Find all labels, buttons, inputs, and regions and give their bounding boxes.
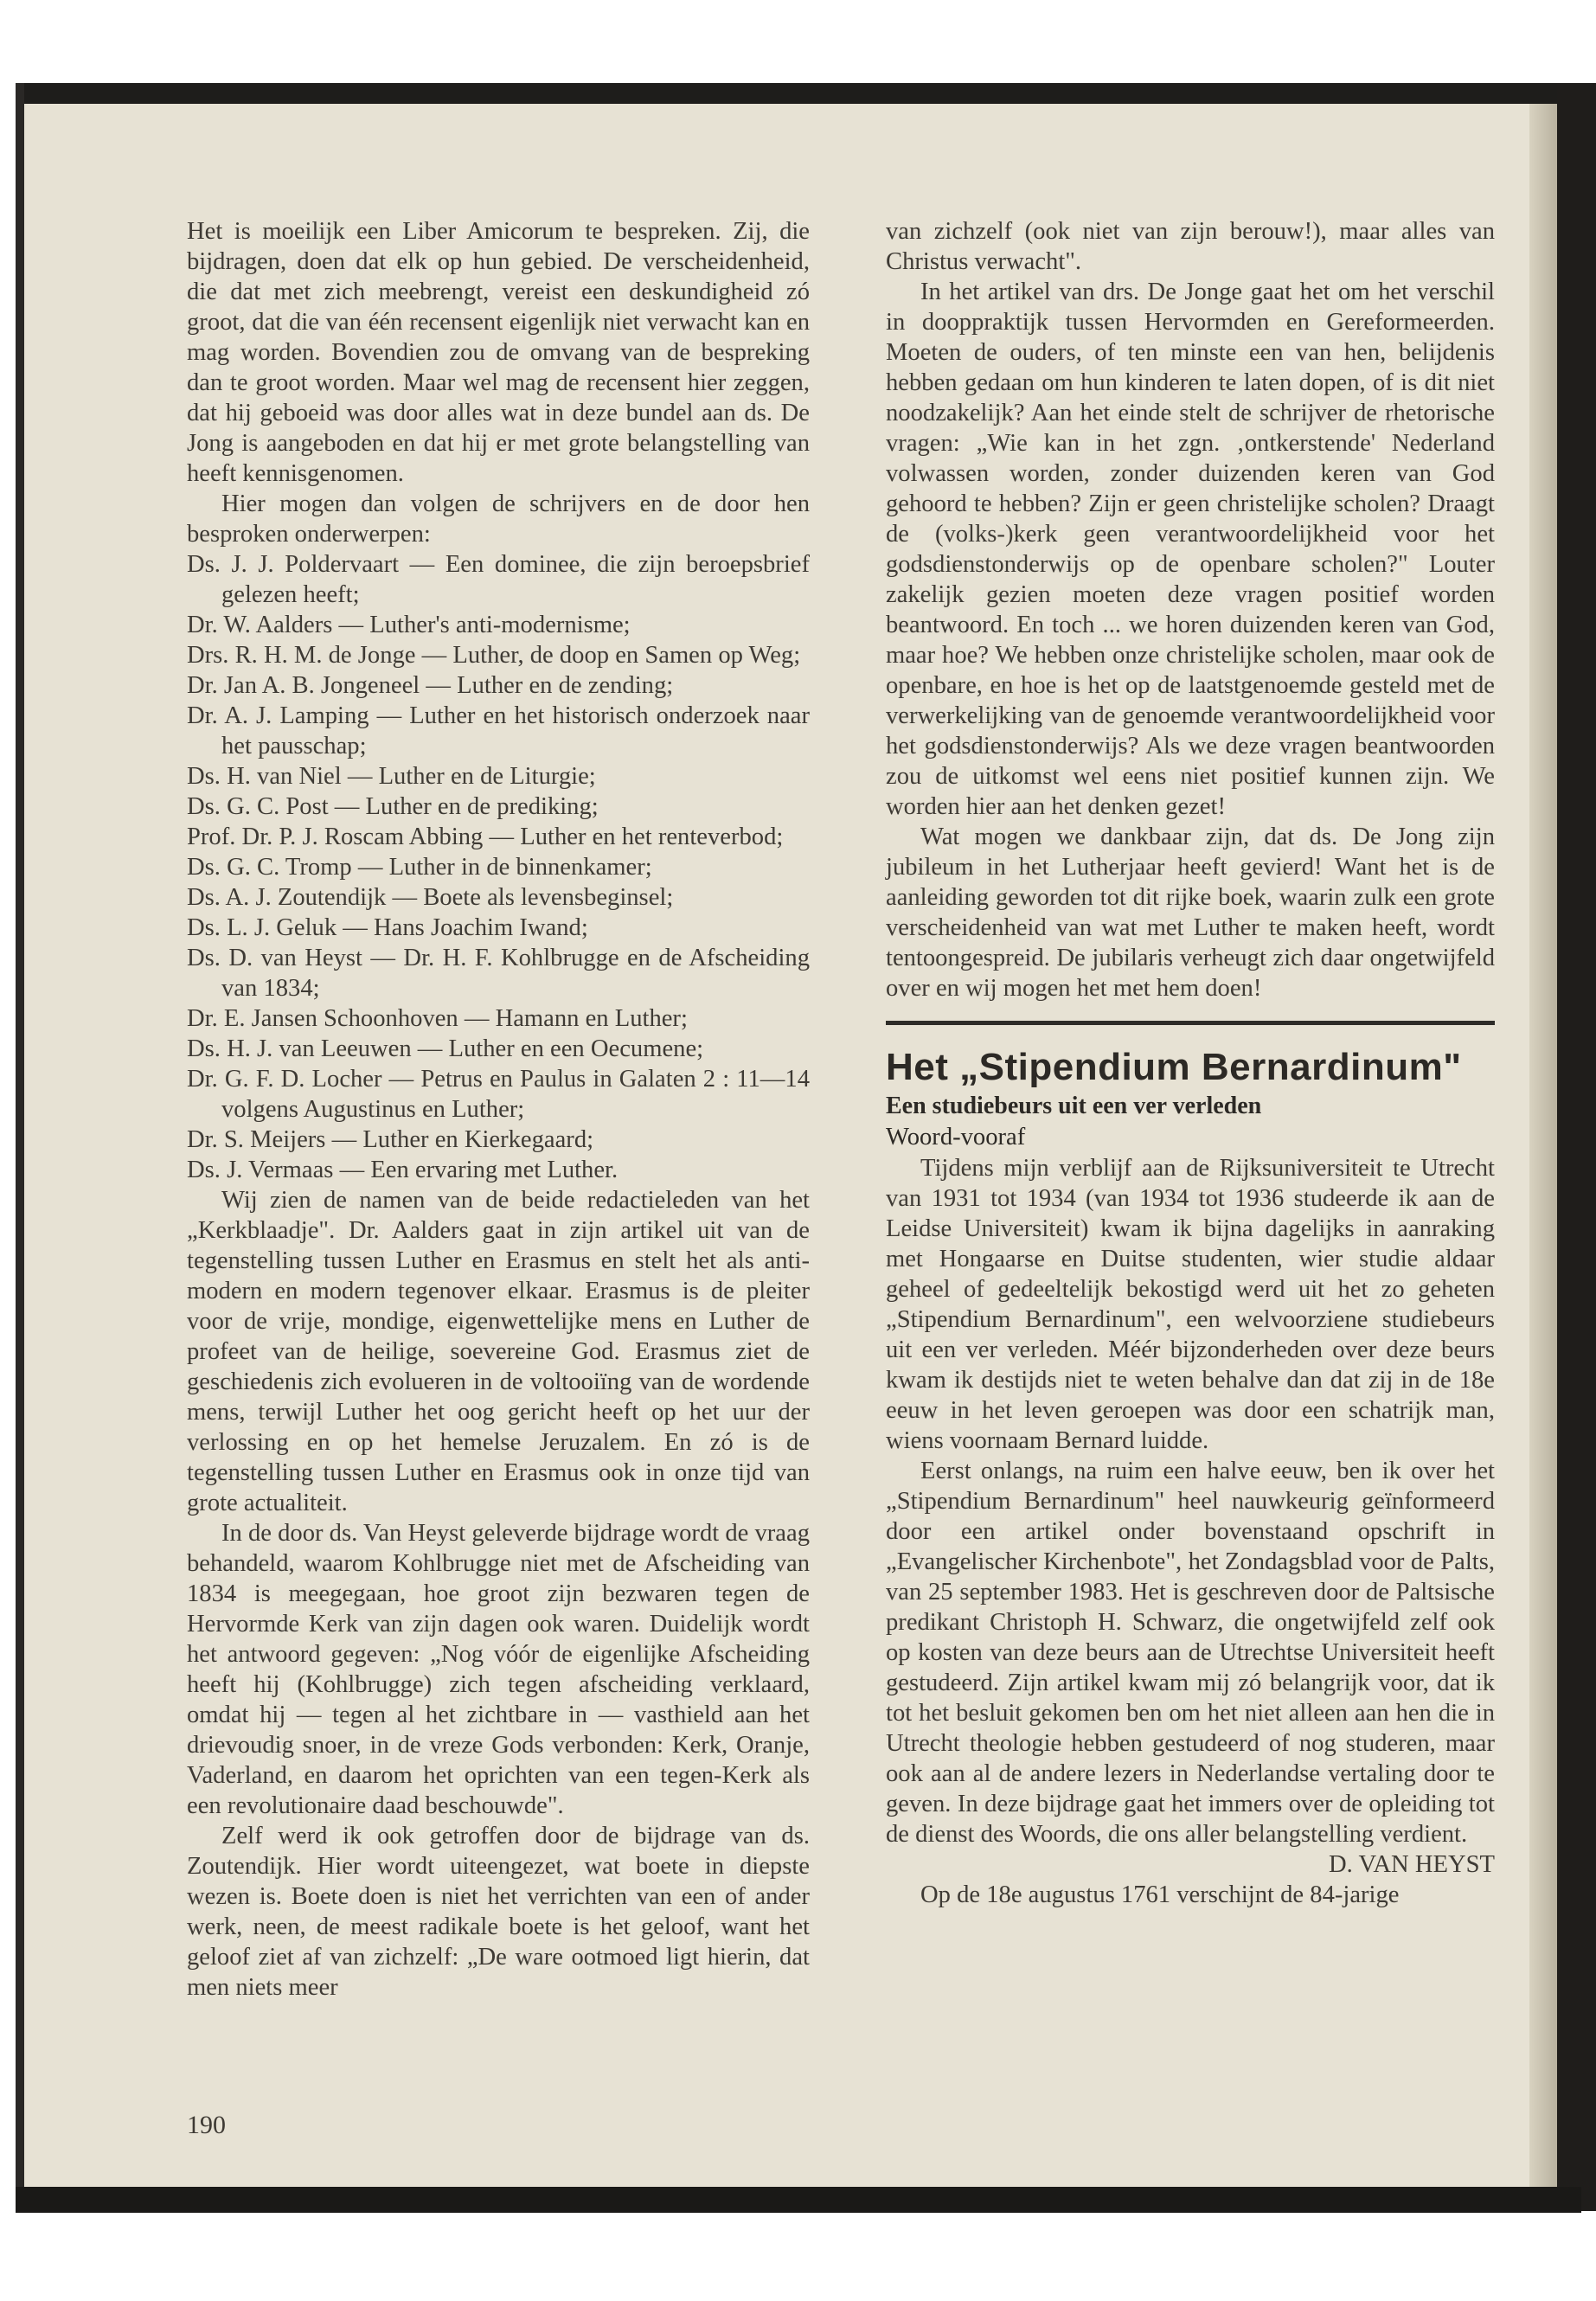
scan-border-left (16, 83, 24, 2211)
contributor-entry: Dr. E. Jansen Schoonhoven — Hamann en Luther; (187, 1005, 688, 1032)
right-column (886, 216, 1495, 1910)
contributor-entry: Ds. L. J. Geluk — Hans Joachim Iwand; (187, 914, 588, 941)
author-signature: D. VAN HEYST (1329, 1851, 1495, 1878)
article-paragraph: Op de 18e augustus 1761 verschijnt de 84-jarige (920, 1881, 1400, 1908)
contributor-entry: Ds. J. Vermaas — Een ervaring met Luther. (187, 1157, 619, 1183)
contributor-entry: Dr. G. F. D. Locher — Petrus en Paulus in Galaten 2 : 11—14 volgens Augustinus en Luther; (187, 1066, 810, 1123)
page-edge-shadow (1529, 104, 1557, 2187)
contributor-entry: Dr. A. J. Lamping — Luther en het historisch onderzoek naar het pausschap; (187, 702, 810, 760)
article-title: Het „Stipendium Bernardinum" (886, 1046, 1462, 1088)
review-paragraph: Het is moeilijk een Liber Amicorum te bespreken. Zij, die bijdragen, doen dat elk op hun gebied. De verscheidenheid, die dat met zich meebrengt, vereist een deskundigheid zó groot, dat die van één recensent eigenlijk niet verwacht kan en mag worden. Bovendien zou de omvang van de bespreking dan te groot worden. Maar wel mag de recensent hier zeggen, dat hij geboeid was door alles wat in deze bundel aan ds. De Jong is aangeboden en dat hij er met grote belangstelling van heeft kennisgenomen. (187, 218, 810, 487)
scan-border-top (17, 83, 1596, 104)
review-paragraph: Zelf werd ik ook getroffen door de bijdrage van ds. Zoutendijk. Hier wordt uiteengezet, wat boete in diepste wezen is. Boete doen is niet het verrichten van een of ander werk, neen, de meest radikale boete is het geloof, want het geloof ziet af van zichzelf: „De ware ootmoed ligt hierin, dat men niets meer (187, 1823, 810, 2001)
review-continuation (886, 216, 1495, 1003)
contributor-entry: Ds. G. C. Post — Luther en de prediking; (187, 793, 599, 820)
section-heading: Woord-vooraf (886, 1124, 1026, 1150)
contributor-entry: Dr. S. Meijers — Luther en Kierkegaard; (187, 1126, 594, 1153)
contributor-entry: Ds. G. C. Tromp — Luther in de binnenkamer; (187, 854, 652, 881)
article-paragraph: Tijdens mijn verblijf aan de Rijksuniversiteit te Utrecht van 1931 tot 1934 (van 1934 tot 1936 studeerde ik aan de Leidse Universiteit) kwam ik bijna dagelijks in aanraking met Hongaarse en Duitse studenten, wier studie aldaar geheel of gedeeltelijk bekostigd werd uit het zo geheten „Stipendium Bernardinum", een welvoorziene studiebeurs uit een ver verleden. Méér bijzonderheden over deze beurs kwam ik destijds niet te weten behalve dan dat zij in de 18e eeuw in het leven geroepen was door een schatrijk man, wiens voornaam Bernard luidde. (886, 1155, 1495, 1454)
article-subtitle: Een studiebeurs uit een ver verleden (886, 1093, 1262, 1119)
page-number: 190 (187, 2111, 226, 2139)
contributor-entry: Ds. H. J. van Leeuwen — Luther en een Oecumene; (187, 1035, 704, 1062)
left-column (187, 216, 810, 2003)
article-divider (886, 1021, 1495, 1025)
contributor-entry: Prof. Dr. P. J. Roscam Abbing — Luther en het renteverbod; (187, 824, 784, 850)
review-paragraph: Wij zien de namen van de beide redactieleden van het „Kerkblaadje". Dr. Aalders gaat in zijn artikel uit van de tegenstelling tussen Luther en Erasmus en stelt het als anti-modern en modern tegenover elkaar. Erasmus is de pleiter voor de vrije, mondige, eigenwettelijke mens en Luther de profeet van de heilige, soevereine God. Erasmus ziet de geschiedenis zich evolueren in de voltooiïng van de wordende mens, terwijl Luther het oog gericht heeft op het uur der verlossing en op het hemelse Jeruzalem. En zó is de tegenstelling tussen Luther en Erasmus ook in onze tijd van grote actualiteit. (187, 1187, 810, 1516)
contributor-entry: Drs. R. H. M. de Jonge — Luther, de doop en Samen op Weg; (187, 642, 801, 669)
contributor-entry: Ds. J. J. Poldervaart — Een dominee, die zijn beroepsbrief gelezen heeft; (187, 551, 810, 608)
review-paragraph: In de door ds. Van Heyst geleverde bijdrage wordt de vraag behandeld, waarom Kohlbrugge niet met de Afscheiding van 1834 is meegegaan, hoe groot zijn bezwaren tegen de Hervormde Kerk van zijn dagen ook waren. Duidelijk wordt het antwoord gegeven: „Nog vóór de eigenlijke Afscheiding heeft hij (Kohlbrugge) zich tegen afscheiding verklaard, omdat hij — tegen al het zichtbare in — vasthield aan het drievoudig snoer, in de vreze Gods verbonden: Kerk, Oranje, Vaderland, en daarom het oprichten van een tegen-Kerk als een revolutionaire daad beschouwde". (187, 1520, 810, 1819)
scan-border-bottom (16, 2187, 1581, 2213)
review-paragraph: In het artikel van drs. De Jonge gaat het om het verschil in dooppraktijk tussen Hervormden en Gereformeerden. Moeten de ouders, of ten minste een van hen, belijdenis hebben gedaan om hun kinderen te laten dopen, of is dit niet noodzakelijk? Aan het einde stelt de schrijver de rhetorische vragen: „Wie kan in het zgn. ‚ontkerstende' Nederland volwassen worden, zonder duizenden keren van God gehoord te hebben? Zijn er geen christelijke scholen? Draagt de (volks-)kerk geen verantwoordelijkheid voor het godsdienstonderwijs op de openbare scholen?" Louter zakelijk gezien moeten deze vragen positief worden beantwoord. En toch ... we horen duizenden keren van God, maar hoe? We hebben onze christelijke scholen, maar ook de openbare, en hoe is het op de laatstgenoemde gesteld met de verwerkelijking van de genoemde verantwoordelijkheid voor het godsdienstonderwijs? Als we deze vragen beantwoorden zou de uitkomst wel eens niet positief kunnen zijn. We worden hier aan het denken gezet! (886, 279, 1495, 820)
contributor-entry: Ds. H. van Niel — Luther en de Liturgie; (187, 763, 596, 790)
review-paragraph: Wat mogen we dankbaar zijn, dat ds. De Jong zijn jubileum in het Lutherjaar heeft gevierd! Want het is de aanleiding geworden tot dit rijke boek, waarin zulk een grote verscheidenheid van wat met Luther te maken heeft, wordt tentoongespreid. De jubilaris verheugt zich daar ongetwijfeld over en wij mogen het met hem doen! (886, 824, 1495, 1002)
review-paragraph: van zichzelf (ook niet van zijn berouw!), maar alles van Christus verwacht". (886, 218, 1495, 275)
article-paragraph: Eerst onlangs, na ruim een halve eeuw, ben ik over het „Stipendium Bernardinum" heel nauwkeurig geïnformeerd door een artikel onder bovenstaand opschrift in „Evangelischer Kirchenbote", het Zondagsblad voor de Palts, van 25 september 1983. Het is geschreven door de Paltsische predikant Christoph H. Schwarz, die ongetwijfeld zelf ook op kosten van deze beurs aan de Utrechtse Universiteit heeft gestudeerd. Zijn artikel kwam mij zó belangrijk voor, dat ik tot het besluit gekomen ben om het niet alleen aan hen die in Utrecht theologie hebben gestudeerd of nog studeren, maar ook aan al de andere lezers in Nederlandse vertaling door te geven. In deze bijdrage gaat het immers over de opleiding tot de dienst des Woords, die ons aller belangstelling verdient. (886, 1458, 1495, 1848)
contributor-entry: Ds. D. van Heyst — Dr. H. F. Kohlbrugge en de Afscheiding van 1834; (187, 945, 810, 1002)
contributor-entry: Ds. A. J. Zoutendijk — Boete als levensbeginsel; (187, 884, 674, 911)
scan-border-right (1557, 83, 1596, 2211)
contributor-entry: Dr. Jan A. B. Jongeneel — Luther en de zending; (187, 672, 674, 699)
review-paragraph: Hier mogen dan volgen de schrijvers en de door hen besproken onderwerpen: (187, 490, 810, 548)
contributor-entry: Dr. W. Aalders — Luther's anti-modernisme; (187, 612, 631, 638)
